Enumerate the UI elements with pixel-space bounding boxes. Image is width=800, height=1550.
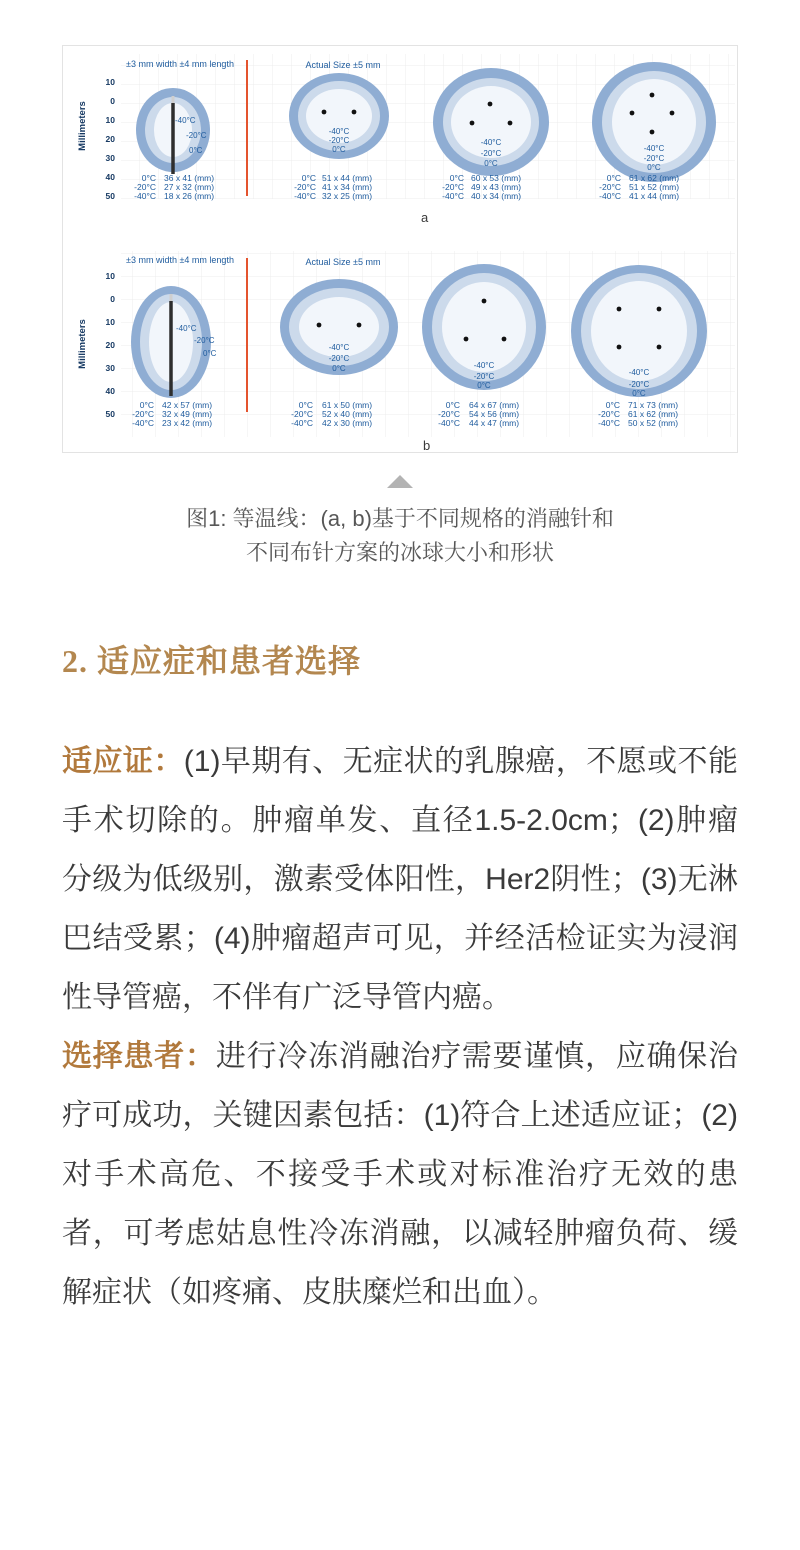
figure-caption-line1: 图1: 等温线：(a, b)基于不同规格的消融针和: [186, 506, 614, 531]
paragraph-lead: 适应证：: [62, 745, 184, 778]
figure-caption: [0, 502, 800, 570]
meas-temp: 0°C: [141, 173, 156, 183]
article-page: [0, 45, 800, 1550]
temp-label: -20°C: [328, 354, 350, 363]
temp-label: 0°C: [484, 159, 498, 168]
paragraph-patient-selection: [62, 1027, 738, 1322]
meas-temp: -40°C: [442, 191, 464, 201]
probe-dot: [488, 102, 493, 107]
article-body: [62, 732, 738, 1322]
temp-label: -40°C: [643, 144, 665, 153]
meas-size: 49 x 43 (mm): [471, 182, 522, 192]
probe-dot: [317, 323, 322, 328]
meas-temp: 0°C: [449, 173, 464, 183]
tick-label: 10: [105, 77, 115, 87]
meas-size: 71 x 73 (mm): [628, 400, 679, 410]
meas-size: 32 x 49 (mm): [162, 409, 213, 419]
meas-temp: 0°C: [445, 400, 460, 410]
meas-size: 61 x 50 (mm): [322, 400, 373, 410]
row-label: b: [423, 438, 431, 452]
probe-dot: [482, 299, 487, 304]
isotherm-panel: [134, 88, 214, 201]
meas-temp: -20°C: [294, 182, 316, 192]
tick-label: 40: [105, 172, 115, 182]
meas-size: 18 x 26 (mm): [164, 191, 215, 201]
tick-label: 50: [105, 191, 115, 201]
tick-label: 40: [105, 386, 115, 396]
temp-label: -20°C: [186, 131, 207, 140]
isotherm-ring-40c: [451, 86, 531, 158]
meas-size: 42 x 57 (mm): [162, 400, 213, 410]
meas-size: 32 x 25 (mm): [322, 191, 373, 201]
meas-temp: -40°C: [132, 418, 154, 428]
tick-label: 10: [105, 271, 115, 281]
paragraph-indications: [62, 732, 738, 1027]
meas-temp: -20°C: [598, 409, 620, 419]
temp-label: -20°C: [628, 380, 650, 389]
temp-label: -40°C: [175, 116, 196, 125]
panel-title: Actual Size ±5 mm: [305, 257, 381, 267]
meas-size: 60 x 53 (mm): [471, 173, 522, 183]
axis-label: Millimeters: [77, 319, 88, 369]
tick-label: 20: [105, 134, 115, 144]
isotherm-figure-svg: [63, 46, 736, 452]
temp-label: -20°C: [194, 336, 215, 345]
meas-temp: -20°C: [132, 409, 154, 419]
probe-dot: [352, 110, 357, 115]
probe-dot: [617, 345, 622, 350]
temp-label: 0°C: [203, 349, 217, 358]
meas-temp: 0°C: [139, 400, 154, 410]
probe-dot: [464, 337, 469, 342]
probe-dot: [502, 337, 507, 342]
meas-temp: 0°C: [301, 173, 316, 183]
paragraph-text: 进行冷冻消融治疗需要谨慎，应确保治疗可成功，关键因素包括：(1)符合上述适应证；(2)对手术高危、不接受手术或对标准治疗无效的患者，可考虑姑息性冷冻消融，以减轻肿瘤负荷、缓解症状（如疼痛、皮肤糜烂和出血）。: [62, 1040, 739, 1309]
temp-label: -40°C: [328, 127, 350, 136]
axis-label: Millimeters: [77, 101, 88, 151]
temp-label: -20°C: [480, 149, 502, 158]
tick-label: 10: [105, 317, 115, 327]
temp-label: -40°C: [473, 361, 495, 370]
probe-dot: [650, 93, 655, 98]
meas-temp: -20°C: [442, 182, 464, 192]
temp-label: -40°C: [480, 138, 502, 147]
tick-label: 30: [105, 153, 115, 163]
meas-size: 40 x 34 (mm): [471, 191, 522, 201]
temp-label: -40°C: [176, 324, 197, 333]
meas-temp: -20°C: [438, 409, 460, 419]
probe-dot: [650, 130, 655, 135]
tick-label: 50: [105, 409, 115, 419]
row-label: a: [421, 210, 429, 225]
meas-temp: -40°C: [134, 191, 156, 201]
probe-dot: [657, 345, 662, 350]
meas-temp: -20°C: [599, 182, 621, 192]
temp-label: -40°C: [328, 343, 350, 352]
meas-size: 61 x 62 (mm): [629, 173, 680, 183]
meas-temp: -40°C: [438, 418, 460, 428]
meas-size: 50 x 52 (mm): [628, 418, 679, 428]
meas-size: 54 x 56 (mm): [469, 409, 520, 419]
figure-image: [62, 45, 738, 453]
figure-caption-line2: 不同布针方案的冰球大小和形状: [245, 540, 554, 565]
paragraph-text: (1)早期有、无症状的乳腺癌，不愿或不能手术切除的。肿瘤单发、直径1.5-2.0cm；(2)肿瘤分级为低级别，激素受体阳性，Her2阴性；(3)无淋巴结受累；(4)肿瘤超声可见，并经活检证实为浸润性导管癌，不伴有广泛导管内癌。: [62, 745, 738, 1014]
temp-label: -40°C: [628, 368, 650, 377]
temp-label: 0°C: [189, 146, 203, 155]
paragraph-lead: 选择患者：: [62, 1040, 216, 1073]
tick-label: 0: [110, 96, 115, 106]
tick-label: 10: [105, 115, 115, 125]
meas-size: 23 x 42 (mm): [162, 418, 213, 428]
temp-label: 0°C: [332, 145, 346, 154]
probe-dot: [357, 323, 362, 328]
meas-size: 41 x 34 (mm): [322, 182, 373, 192]
section-heading: 2. 适应症和患者选择: [62, 643, 362, 679]
isotherm-ring-40c: [591, 281, 687, 381]
collapse-arrow-icon[interactable]: [387, 475, 413, 488]
temp-label: -20°C: [328, 136, 350, 145]
probe-dot: [322, 110, 327, 115]
meas-temp: -40°C: [598, 418, 620, 428]
panel-title: Actual Size ±5 mm: [305, 60, 381, 70]
temp-label: 0°C: [477, 381, 491, 390]
meas-size: 36 x 41 (mm): [164, 173, 215, 183]
isotherm-ring-40c: [442, 282, 526, 372]
probe-dot: [617, 307, 622, 312]
meas-size: 44 x 47 (mm): [469, 418, 520, 428]
meas-size: 42 x 30 (mm): [322, 418, 373, 428]
meas-temp: 0°C: [298, 400, 313, 410]
meas-temp: -20°C: [134, 182, 156, 192]
meas-temp: -40°C: [291, 418, 313, 428]
figure-row-a: [77, 54, 735, 225]
probe-dot: [670, 111, 675, 116]
panel-title: ±3 mm width ±4 mm length: [126, 255, 234, 265]
tick-label: 30: [105, 363, 115, 373]
meas-size: 52 x 40 (mm): [322, 409, 373, 419]
meas-temp: -40°C: [294, 191, 316, 201]
meas-size: 41 x 44 (mm): [629, 191, 680, 201]
probe-dot: [630, 111, 635, 116]
meas-size: 61 x 62 (mm): [628, 409, 679, 419]
probe-dot: [470, 121, 475, 126]
meas-temp: 0°C: [606, 173, 621, 183]
figure-row-b: [77, 251, 735, 452]
meas-size: 64 x 67 (mm): [469, 400, 520, 410]
temp-label: 0°C: [332, 364, 346, 373]
probe-dot: [657, 307, 662, 312]
panel-title: ±3 mm width ±4 mm length: [126, 59, 234, 69]
probe-dot: [508, 121, 513, 126]
meas-temp: -20°C: [291, 409, 313, 419]
temp-label: -20°C: [473, 372, 495, 381]
tick-label: 0: [110, 294, 115, 304]
temp-label: -20°C: [643, 154, 665, 163]
meas-temp: -40°C: [599, 191, 621, 201]
meas-size: 27 x 32 (mm): [164, 182, 215, 192]
tick-label: 20: [105, 340, 115, 350]
meas-temp: 0°C: [605, 400, 620, 410]
meas-size: 51 x 44 (mm): [322, 173, 373, 183]
meas-size: 51 x 52 (mm): [629, 182, 680, 192]
temp-label: 0°C: [632, 389, 646, 398]
temp-label: 0°C: [647, 163, 661, 172]
